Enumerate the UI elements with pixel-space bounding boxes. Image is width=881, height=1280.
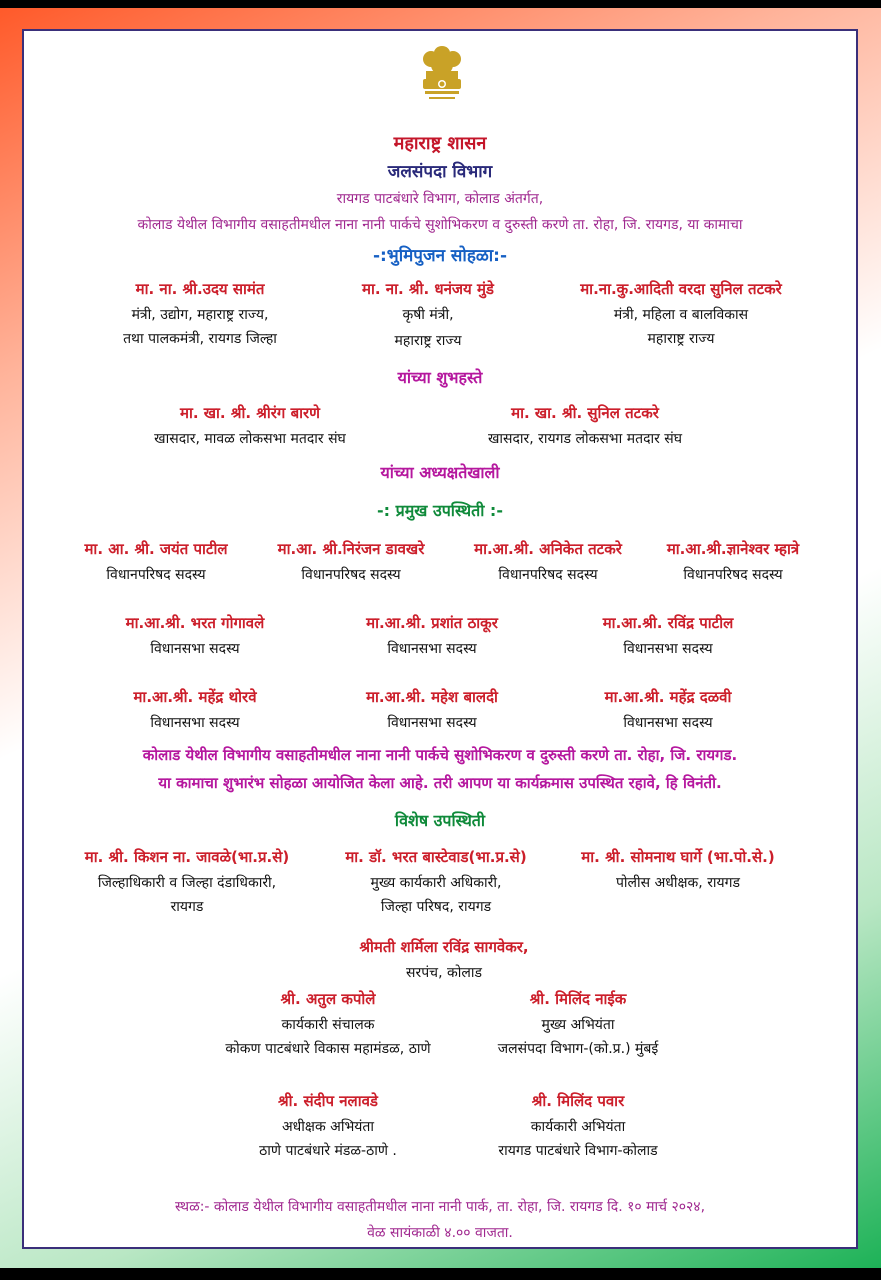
assembly-member-5-role: विधानसभा सदस्य [387,715,477,731]
venue-line-1: स्थळ:- कोलाड येथील विभागीय वसाहतीमधील नाना नानी पार्क, ता. रोहा, जि. रायगड दि. १० मार्च २०२४, [174,1199,706,1215]
special-label: विशेष उपस्थिती [394,811,486,830]
assembly-member-3-name: मा.आ.श्री. रविंद्र पाटील [602,614,734,632]
chief-guest-1-line2: तथा पालकमंत्री, रायगड जिल्हा [123,331,277,347]
council-member-2-role: विधानपरिषद सदस्य [301,567,401,583]
president-2-line1: खासदार, रायगड लोकसभा मतदार संघ [487,431,683,447]
chief-guest-2-line1: कृषी मंत्री, [402,307,454,323]
gradient-frame [0,8,881,1268]
assembly-member-5-name: मा.आ.श्री. महेश बालदी [366,688,498,706]
president-2-name: मा. खा. श्री. सुनिल तटकरे [511,404,659,422]
assembly-member-4-role: विधानसभा सदस्य [150,715,240,731]
special-guest-3-line1: पोलीस अधीक्षक, रायगड [615,875,741,891]
officer-2-line1: मुख्य अभियंता [541,1017,615,1033]
special-guest-1-line2: रायगड [170,899,204,915]
officer-4-line1: कार्यकारी अभियंता [530,1119,626,1135]
chief-guest-1-name: मा. ना. श्री.उदय सामंत [135,280,265,298]
officer-3-line2: ठाणे पाटबंधारे मंडळ-ठाणे . [259,1143,397,1159]
sub-title-2: कोलाड येथील विभागीय वसाहतीमधील नाना नानी पार्कचे सुशोभिकरण व दुरुस्ती करणे ता. रोहा, जि. रायगड, या कामाचा [137,217,743,233]
officer-1-name: श्री. अतुल कपोले [280,990,376,1008]
special-guest-2-name: मा. डॉ. भरत बास्टेवाड(भा.प्र.से) [345,848,527,866]
sarpanch-name: श्रीमती शर्मिला रविंद्र सागवेकर, [359,938,529,956]
officer-2-name: श्री. मिलिंद नाईक [529,990,627,1008]
council-member-3-name: मा.आ.श्री. अनिकेत तटकरे [474,540,622,558]
special-guest-3-name: मा. श्री. सोमनाथ घार्गे (भा.पो.से.) [581,848,775,866]
hands-label: यांच्या शुभहस्ते [397,368,483,387]
officer-3-line1: अधीक्षक अभियंता [281,1119,375,1135]
council-member-1-name: मा. आ. श्री. जयंत पाटील [84,540,228,558]
invite-line-1: कोलाड येथील विभागीय वसाहतीमधील नाना नानी पार्कचे सुशोभिकरण व दुरुस्ती करणे ता. रोहा, जि. रायगड. [142,746,738,764]
council-member-2-name: मा.आ. श्री.निरंजन डावखरे [277,540,425,558]
special-guest-1-name: मा. श्री. किशन ना. जावळे(भा.प्र.से) [84,848,290,866]
chief-guest-3-line1: मंत्री, महिला व बालविकास [613,307,749,323]
assembly-member-6-role: विधानसभा सदस्य [623,715,713,731]
dept-title: जलसंपदा विभाग [387,162,493,182]
sub-title-1: रायगड पाटबंधारे विभाग, कोलाड अंतर्गत, [336,191,544,207]
event-title: -:भुमिपुजन सोहळा:- [372,246,508,266]
president-1-line1: खासदार, मावळ लोकसभा मतदार संघ [154,431,346,447]
venue-line-2: वेळ सायंकाळी ४.०० वाजता. [367,1225,513,1241]
assembly-member-1-role: विधानसभा सदस्य [150,641,240,657]
chief-guest-3-line2: महाराष्ट्र राज्य [647,331,715,347]
govt-title: महाराष्ट्र शासन [393,133,487,154]
council-member-1-role: विधानपरिषद सदस्य [106,567,206,583]
officer-4-name: श्री. मिलिंद पवार [531,1092,625,1110]
chief-guest-1-line1: मंत्री, उद्योग, महाराष्ट्र राज्य, [131,307,269,323]
assembly-member-1-name: मा.आ.श्री. भरत गोगावले [125,614,265,632]
chief-guest-2-name: मा. ना. श्री. धनंजय मुंडे [362,280,494,298]
sarpanch-role: सरपंच, कोलाड [406,965,482,981]
assembly-member-2-role: विधानसभा सदस्य [387,641,477,657]
invitation-card [22,29,858,1249]
presence-label: -: प्रमुख उपस्थिती :- [377,501,503,520]
special-guest-2-line2: जिल्हा परिषद, रायगड [380,899,492,915]
officer-1-line2: कोकण पाटबंधारे विकास महामंडळ, ठाणे [225,1041,431,1057]
council-member-4-role: विधानपरिषद सदस्य [683,567,783,583]
special-guest-1-line1: जिल्हाधिकारी व जिल्हा दंडाधिकारी, [97,875,277,891]
assembly-member-4-name: मा.आ.श्री. महेंद्र थोरवे [133,688,257,706]
chief-guest-3-name: मा.ना.कु.आदिती वरदा सुनिल तटकरे [580,280,782,298]
assembly-member-3-role: विधानसभा सदस्य [623,641,713,657]
assembly-member-6-name: मा.आ.श्री. महेंद्र दळवी [604,688,732,706]
officer-1-line1: कार्यकारी संचालक [281,1017,375,1033]
ashoka-emblem-icon [417,43,467,123]
chief-guest-2-line2: महाराष्ट्र राज्य [394,333,462,349]
invite-line-2: या कामाचा शुभारंभ सोहळा आयोजित केला आहे. तरी आपण या कार्यक्रमास उपस्थित रहावे, हि विनंती. [158,774,722,792]
special-guest-2-line1: मुख्य कार्यकारी अधिकारी, [370,875,502,891]
presidency-label: यांच्या अध्यक्षतेखाली [380,463,500,482]
officer-4-line2: रायगड पाटबंधारे विभाग-कोलाड [498,1143,658,1159]
council-member-3-role: विधानपरिषद सदस्य [498,567,598,583]
president-1-name: मा. खा. श्री. श्रीरंग बारणे [179,404,321,422]
assembly-member-2-name: मा.आ.श्री. प्रशांत ठाकूर [366,614,498,632]
council-member-4-name: मा.आ.श्री.ज्ञानेश्वर म्हात्रे [666,540,800,558]
officer-2-line2: जलसंपदा विभाग-(को.प्र.) मुंबई [497,1041,659,1057]
officer-3-name: श्री. संदीप नलावडे [278,1092,378,1110]
